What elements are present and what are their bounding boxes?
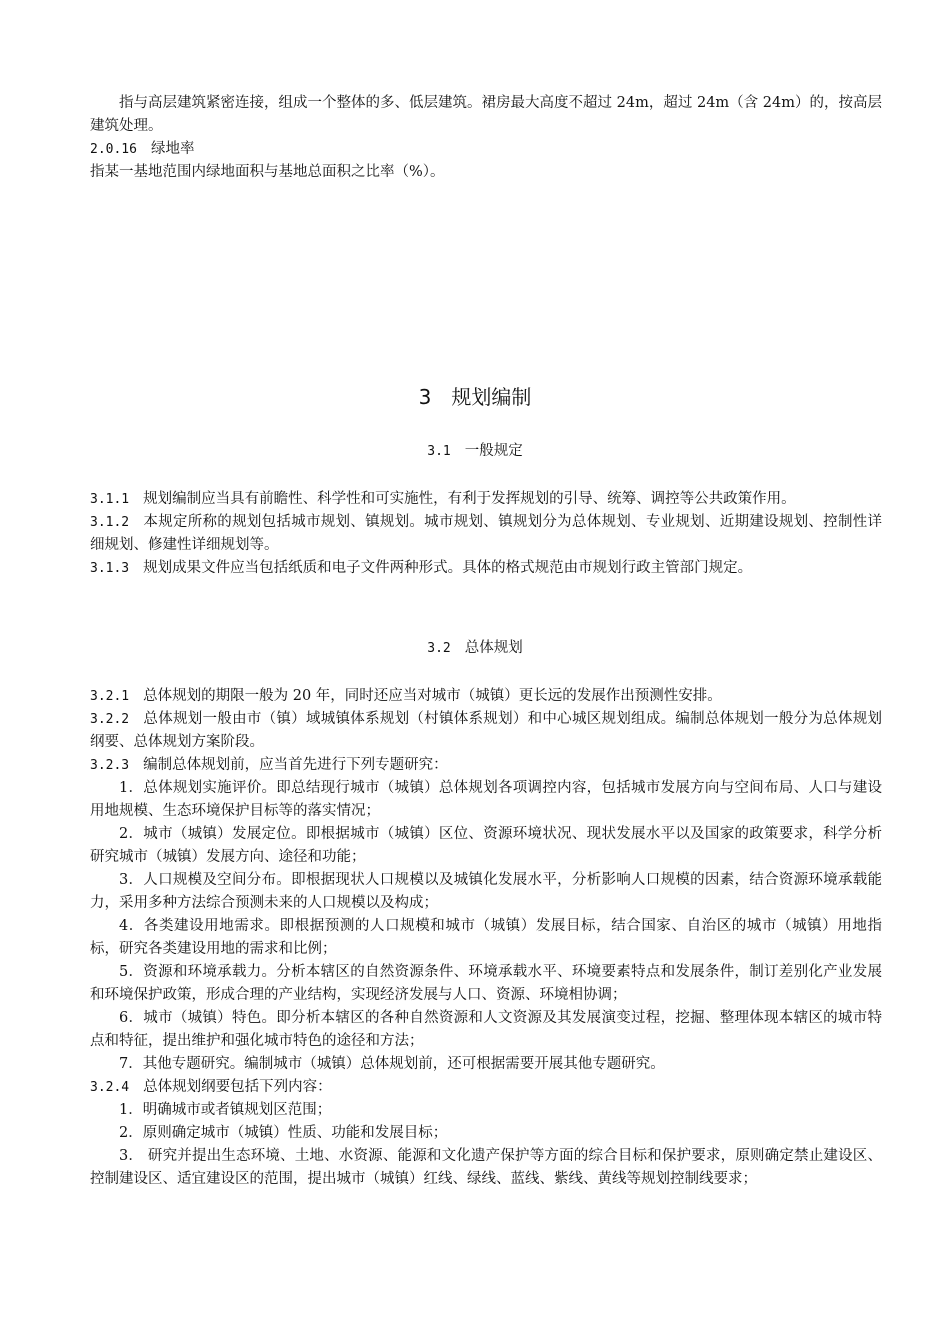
clause-text: 总体规划纲要包括下列内容：	[143, 1079, 332, 1095]
outline-item-3: 3． 研究并提出生态环境、土地、水资源、能源和文化遗产保护等方面的综合目标和保护要求，原则确定禁止建设区、控制建设区、适宜建设区的范围，提出城市（城镇）红线、绿线、蓝线、紫线、黄线等规划控制线要求；	[90, 1148, 882, 1187]
paragraph-podium-definition: 指与高层建筑紧密连接，组成一个整体的多、低层建筑。裙房最大高度不超过 24m，超过 24m（含 24m）的，按高层建筑处理。	[90, 95, 882, 134]
study-item-2: 2．城市（城镇）发展定位。即根据城市（城镇）区位、资源环境状况、现状发展水平以及国家的政策要求，科学分析研究城市（城镇）发展方向、途径和功能；	[90, 826, 882, 865]
clause-title: 绿地率	[150, 141, 195, 157]
section-number: 3.1	[427, 444, 451, 459]
clause-text: 本规定所称的规划包括城市规划、镇规划。城市规划、镇规划分为总体规划、专业规划、近期建设规划、控制性详细规划、修建性详细规划等。	[90, 514, 882, 553]
study-item-6: 6．城市（城镇）特色。即分析本辖区的各种自然资源和人文资源及其发展演变过程，挖掘、整理体现本辖区的城市特点和特征，提出维护和强化城市特色的途径和方法；	[90, 1010, 882, 1049]
clause-3-2-2	[90, 708, 882, 754]
study-item-5: 5．资源和环境承载力。分析本辖区的自然资源条件、环境承载水平、环境要素特点和发展条件，制订差别化产业发展和环境保护政策，形成合理的产业结构，实现经济发展与人口、资源、环境相协调；	[90, 964, 882, 1003]
clause-number: 3.2.3	[90, 758, 130, 773]
clause-number: 3.2.2	[90, 712, 130, 727]
clause-number: 3.1.1	[90, 492, 130, 507]
study-item-4: 4．各类建设用地需求。即根据预测的人口规模和城市（城镇）发展目标，结合国家、自治区的城市（城镇）用地指标，研究各类建设用地的需求和比例；	[90, 918, 882, 957]
clause-number: 2.0.16	[90, 142, 137, 157]
section-3-2-heading	[0, 637, 950, 660]
clause-text: 规划编制应当具有前瞻性、科学性和可实施性，有利于发挥规划的引导、统筹、调控等公共政策作用。	[143, 491, 796, 507]
study-item-3: 3．人口规模及空间分布。即根据现状人口规模以及城镇化发展水平，分析影响人口规模的因素，结合资源环境承载能力，采用多种方法综合预测未来的人口规模以及构成；	[90, 872, 882, 911]
clause-number: 3.1.3	[90, 561, 130, 576]
section-3-1-body	[90, 488, 882, 580]
study-item-1: 1．总体规划实施评价。即总结现行城市（城镇）总体规划各项调控内容，包括城市发展方向与空间布局、人口与建设用地规模、生态环境保护目标等的落实情况；	[90, 780, 882, 819]
clause-3-2-3	[90, 754, 882, 777]
chapter-number: 3	[418, 385, 432, 409]
clause-3-1-3	[90, 557, 882, 580]
clause-3-2-1	[90, 685, 882, 708]
outline-item-1: 1．明确城市或者镇规划区范围；	[119, 1102, 332, 1118]
study-item-7: 7．其他专题研究。编制城市（城镇）总体规划前，还可根据需要开展其他专题研究。	[119, 1056, 665, 1072]
clause-number: 3.2.4	[90, 1080, 130, 1095]
clause-text: 编制总体规划前，应当首先进行下列专题研究：	[143, 757, 448, 773]
section-3-2-body	[90, 685, 882, 1191]
clause-3-1-1	[90, 488, 882, 511]
chapter-heading	[0, 382, 950, 412]
clause-2-0-16-text: 指某一基地范围内绿地面积与基地总面积之比率（%）。	[90, 164, 445, 180]
clause-3-2-4	[90, 1076, 882, 1099]
section-number: 3.2	[427, 641, 451, 656]
clause-2-0-16-heading	[90, 138, 882, 161]
outline-item-2: 2．原则确定城市（城镇）性质、功能和发展目标；	[119, 1125, 448, 1141]
clause-number: 3.2.1	[90, 689, 130, 704]
section-title: 总体规划	[464, 640, 523, 656]
clause-text: 总体规划一般由市（镇）域城镇体系规划（村镇体系规划）和中心城区规划组成。编制总体规划一般分为总体规划纲要、总体规划方案阶段。	[90, 711, 882, 750]
chapter-title: 规划编制	[451, 385, 532, 409]
section-3-1-heading	[0, 440, 950, 463]
clause-3-1-2	[90, 511, 882, 557]
top-section	[90, 92, 882, 184]
clause-text: 规划成果文件应当包括纸质和电子文件两种形式。具体的格式规范由市规划行政主管部门规定。	[143, 560, 753, 576]
clause-text: 总体规划的期限一般为 20 年，同时还应当对城市（城镇）更长远的发展作出预测性安排。	[143, 688, 722, 704]
clause-number: 3.1.2	[90, 515, 130, 530]
section-title: 一般规定	[464, 443, 523, 459]
